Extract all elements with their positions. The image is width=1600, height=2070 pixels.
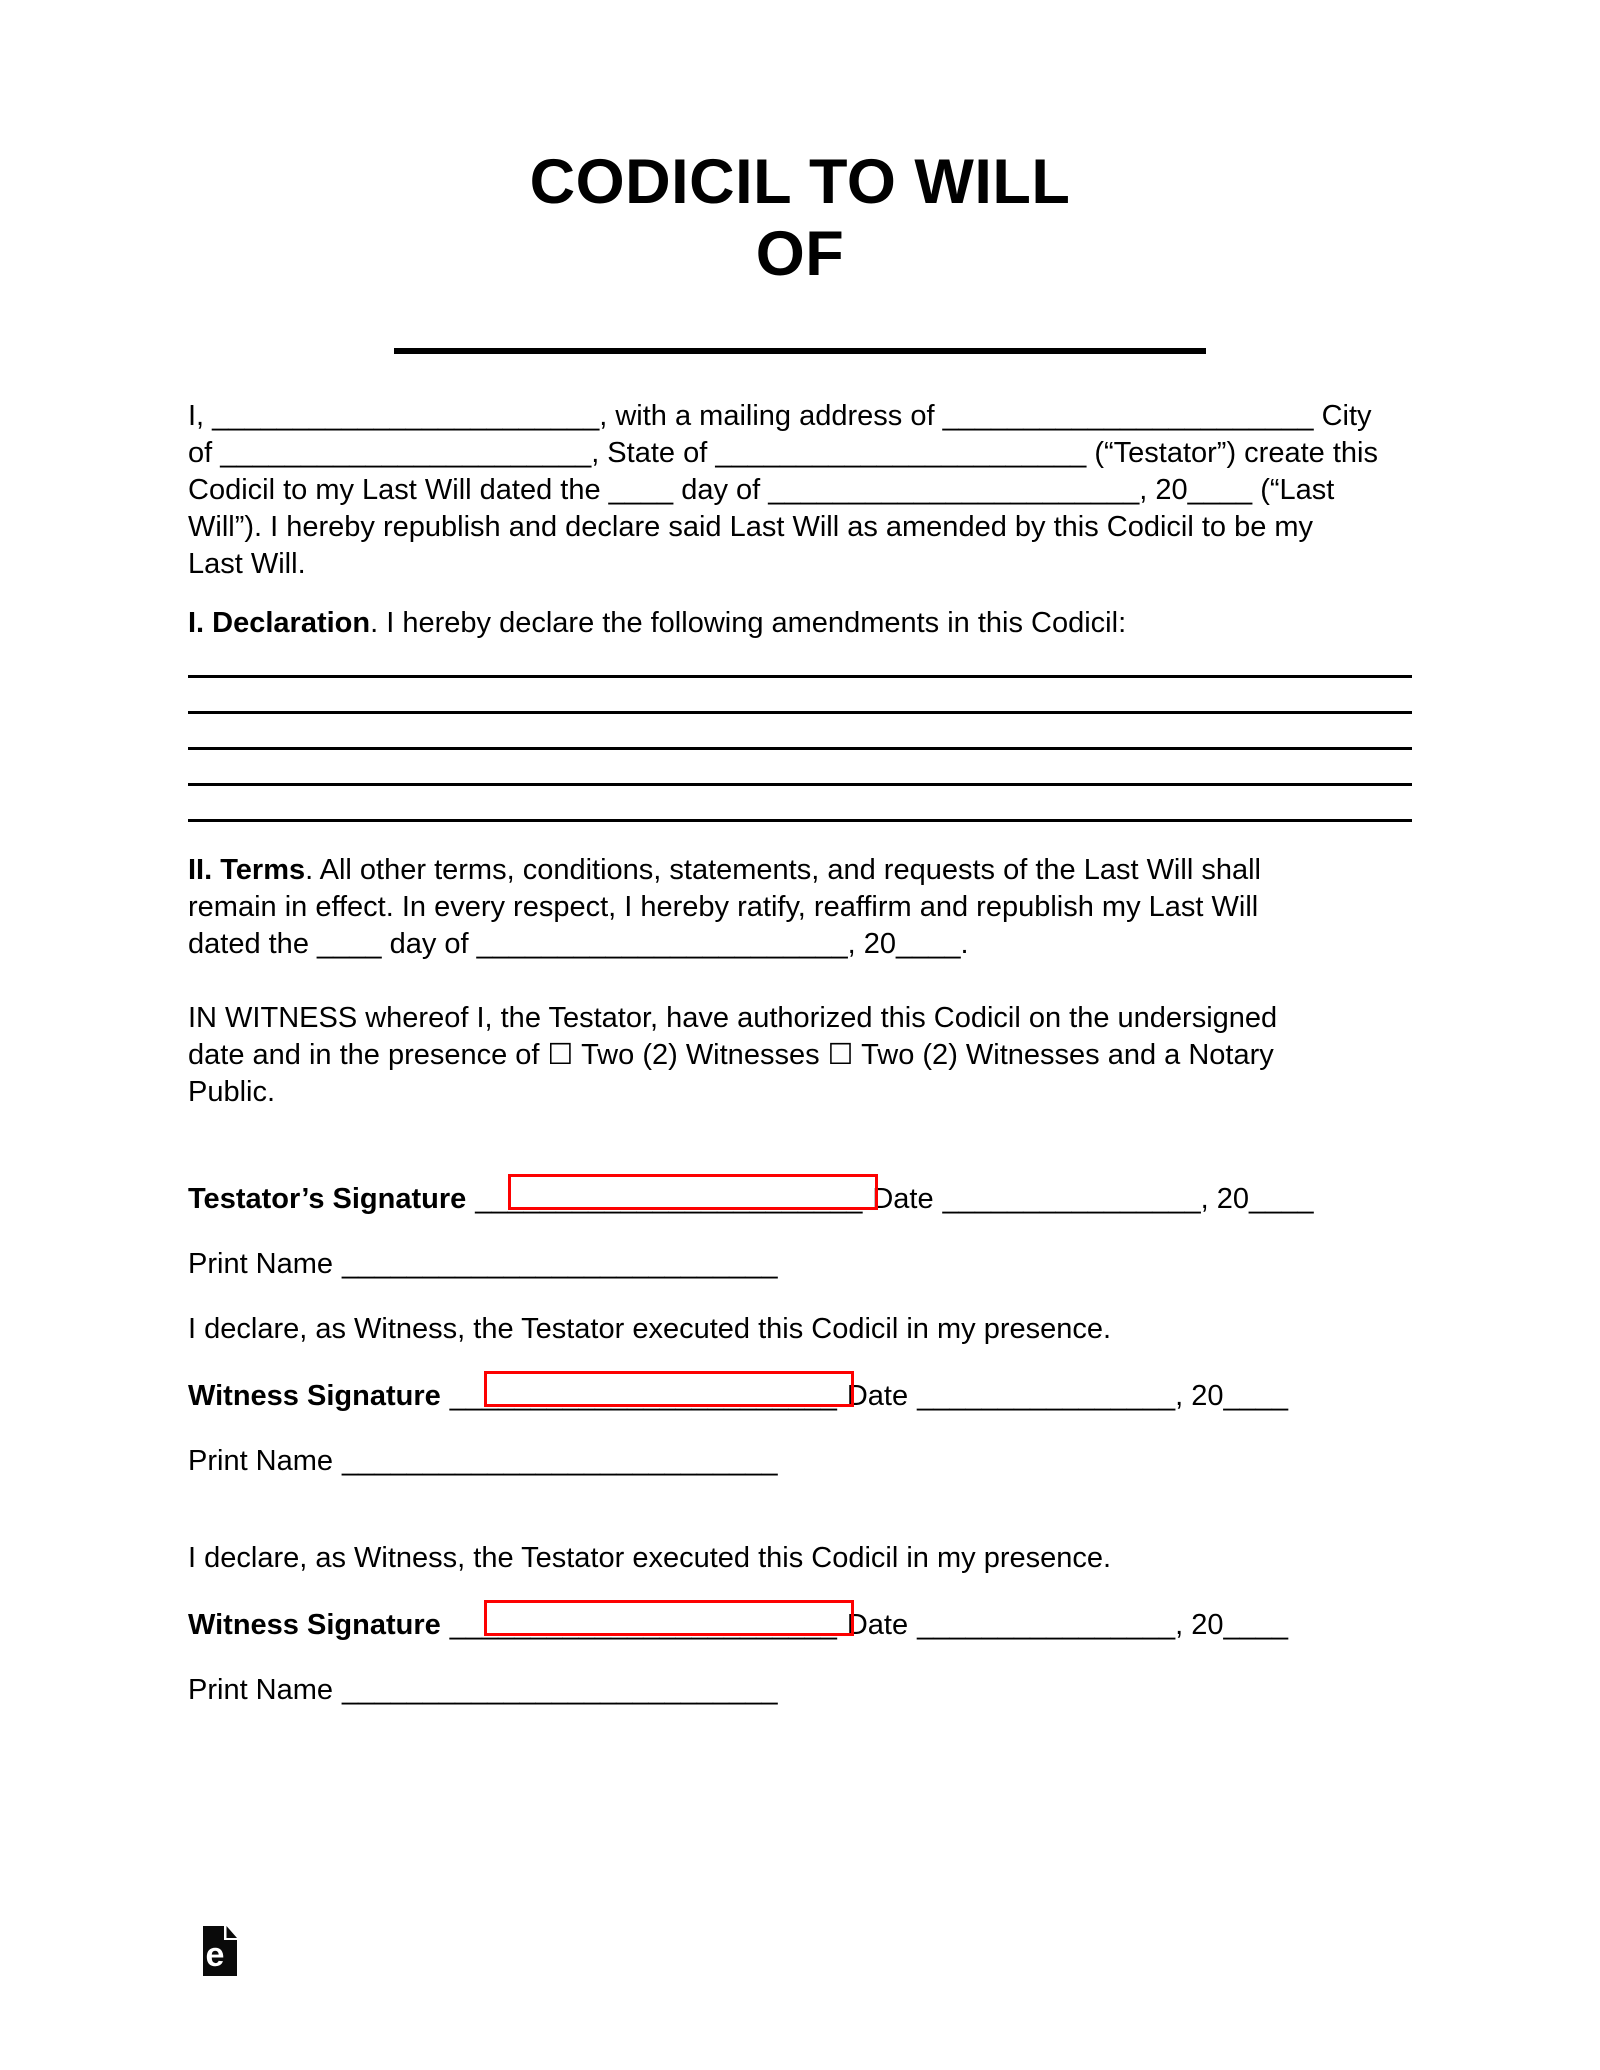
- year-blank: ____: [1223, 1609, 1289, 1641]
- print-name-blank: ___________________________: [342, 1445, 778, 1477]
- testator-esign-field-box[interactable]: [508, 1174, 878, 1210]
- print-name-label: Print Name: [188, 1674, 334, 1706]
- date-blank: ________________: [917, 1609, 1176, 1641]
- declaration-blank-line: [188, 714, 1412, 750]
- testator-signature-blank: ________________________: [475, 1183, 863, 1215]
- year-prefix: , 20: [1175, 1380, 1224, 1412]
- year-prefix: , 20: [1175, 1609, 1224, 1641]
- print-name-label: Print Name: [188, 1248, 334, 1280]
- document-content: [0, 146, 1600, 1709]
- witness-1-print-name-row: [188, 1443, 1412, 1480]
- year-blank: ____: [1249, 1183, 1314, 1215]
- terms-line: dated the ____ day of _______________________, 20____.: [188, 928, 969, 960]
- witness-2-esign-field-box[interactable]: [484, 1600, 854, 1636]
- declaration-blank-line: [188, 750, 1412, 786]
- witness-clause-paragraph: [188, 1000, 1412, 1111]
- print-name-blank: ___________________________: [342, 1248, 778, 1280]
- witness-signature-blank: ________________________: [449, 1609, 837, 1641]
- testator-signature-label: Testator’s Signature: [188, 1183, 467, 1215]
- witness-1-signature-row: [188, 1378, 1412, 1415]
- date-blank: ________________: [942, 1183, 1201, 1215]
- terms-heading-rest: . All other terms, conditions, statements, and requests of the Last Will shall: [305, 854, 1261, 886]
- witness-declaration-line: I declare, as Witness, the Testator executed this Codicil in my presence.: [188, 1313, 1112, 1345]
- date-label: Date: [846, 1380, 909, 1412]
- testator-name-blank-line: [394, 348, 1206, 354]
- witness-signature-blank: ________________________: [449, 1380, 837, 1412]
- eforms-logo-letter: e: [205, 1936, 225, 1974]
- intro-paragraph: [188, 398, 1412, 583]
- print-name-label: Print Name: [188, 1445, 334, 1477]
- terms-paragraph: [188, 852, 1412, 963]
- testator-signature-row: [188, 1181, 1412, 1218]
- witness-signature-label: Witness Signature: [188, 1609, 441, 1641]
- document-title: [188, 146, 1412, 290]
- declaration-heading-rest: . I hereby declare the following amendments in this Codicil:: [370, 607, 1127, 639]
- witness-1-esign-field-box[interactable]: [484, 1371, 854, 1407]
- intro-line: of _______________________, State of _______________________ (“Testator”) create this: [188, 437, 1378, 469]
- witness-signature-label: Witness Signature: [188, 1380, 441, 1412]
- date-label: Date: [872, 1183, 934, 1215]
- declaration-blank-line: [188, 786, 1412, 822]
- witness-declaration-line: I declare, as Witness, the Testator executed this Codicil in my presence.: [188, 1542, 1112, 1574]
- declaration-blank-line: [188, 678, 1412, 714]
- terms-line: [188, 852, 1412, 889]
- testator-print-name-row: [188, 1246, 1412, 1283]
- witness-clause-line: Public.: [188, 1076, 276, 1108]
- intro-line: Last Will.: [188, 548, 306, 580]
- eforms-logo-icon: [203, 1926, 237, 1976]
- witness-clause-line: date and in the presence of ☐ Two (2) Witnesses ☐ Two (2) Witnesses and a Notary: [188, 1039, 1274, 1071]
- intro-line: I, ________________________, with a mailing address of _______________________ City: [188, 400, 1372, 432]
- print-name-blank: ___________________________: [342, 1674, 778, 1706]
- declaration-blank-line: [188, 642, 1412, 678]
- witness-2-signature-row: [188, 1607, 1412, 1644]
- declaration-blank-lines: [188, 642, 1412, 822]
- intro-line: Will”). I hereby republish and declare said Last Will as amended by this Codicil to be my: [188, 511, 1314, 543]
- witness-2-print-name-row: [188, 1672, 1412, 1709]
- intro-line: Codicil to my Last Will dated the ____ day of _______________________, 20____ (“Last: [188, 474, 1335, 506]
- year-blank: ____: [1223, 1380, 1289, 1412]
- declaration-section-heading-line: [188, 605, 1412, 642]
- title-line-1: CODICIL TO WILL: [529, 147, 1071, 217]
- terms-heading: II. Terms: [188, 854, 306, 886]
- year-prefix: , 20: [1200, 1183, 1250, 1215]
- title-line-2: OF: [755, 219, 845, 289]
- date-label: Date: [846, 1609, 909, 1641]
- declaration-heading: I. Declaration: [188, 607, 371, 639]
- witness-clause-line: IN WITNESS whereof I, the Testator, have authorized this Codicil on the undersigned: [188, 1002, 1278, 1034]
- date-blank: ________________: [917, 1380, 1176, 1412]
- terms-line: remain in effect. In every respect, I hereby ratify, reaffirm and republish my Last Will: [188, 891, 1259, 923]
